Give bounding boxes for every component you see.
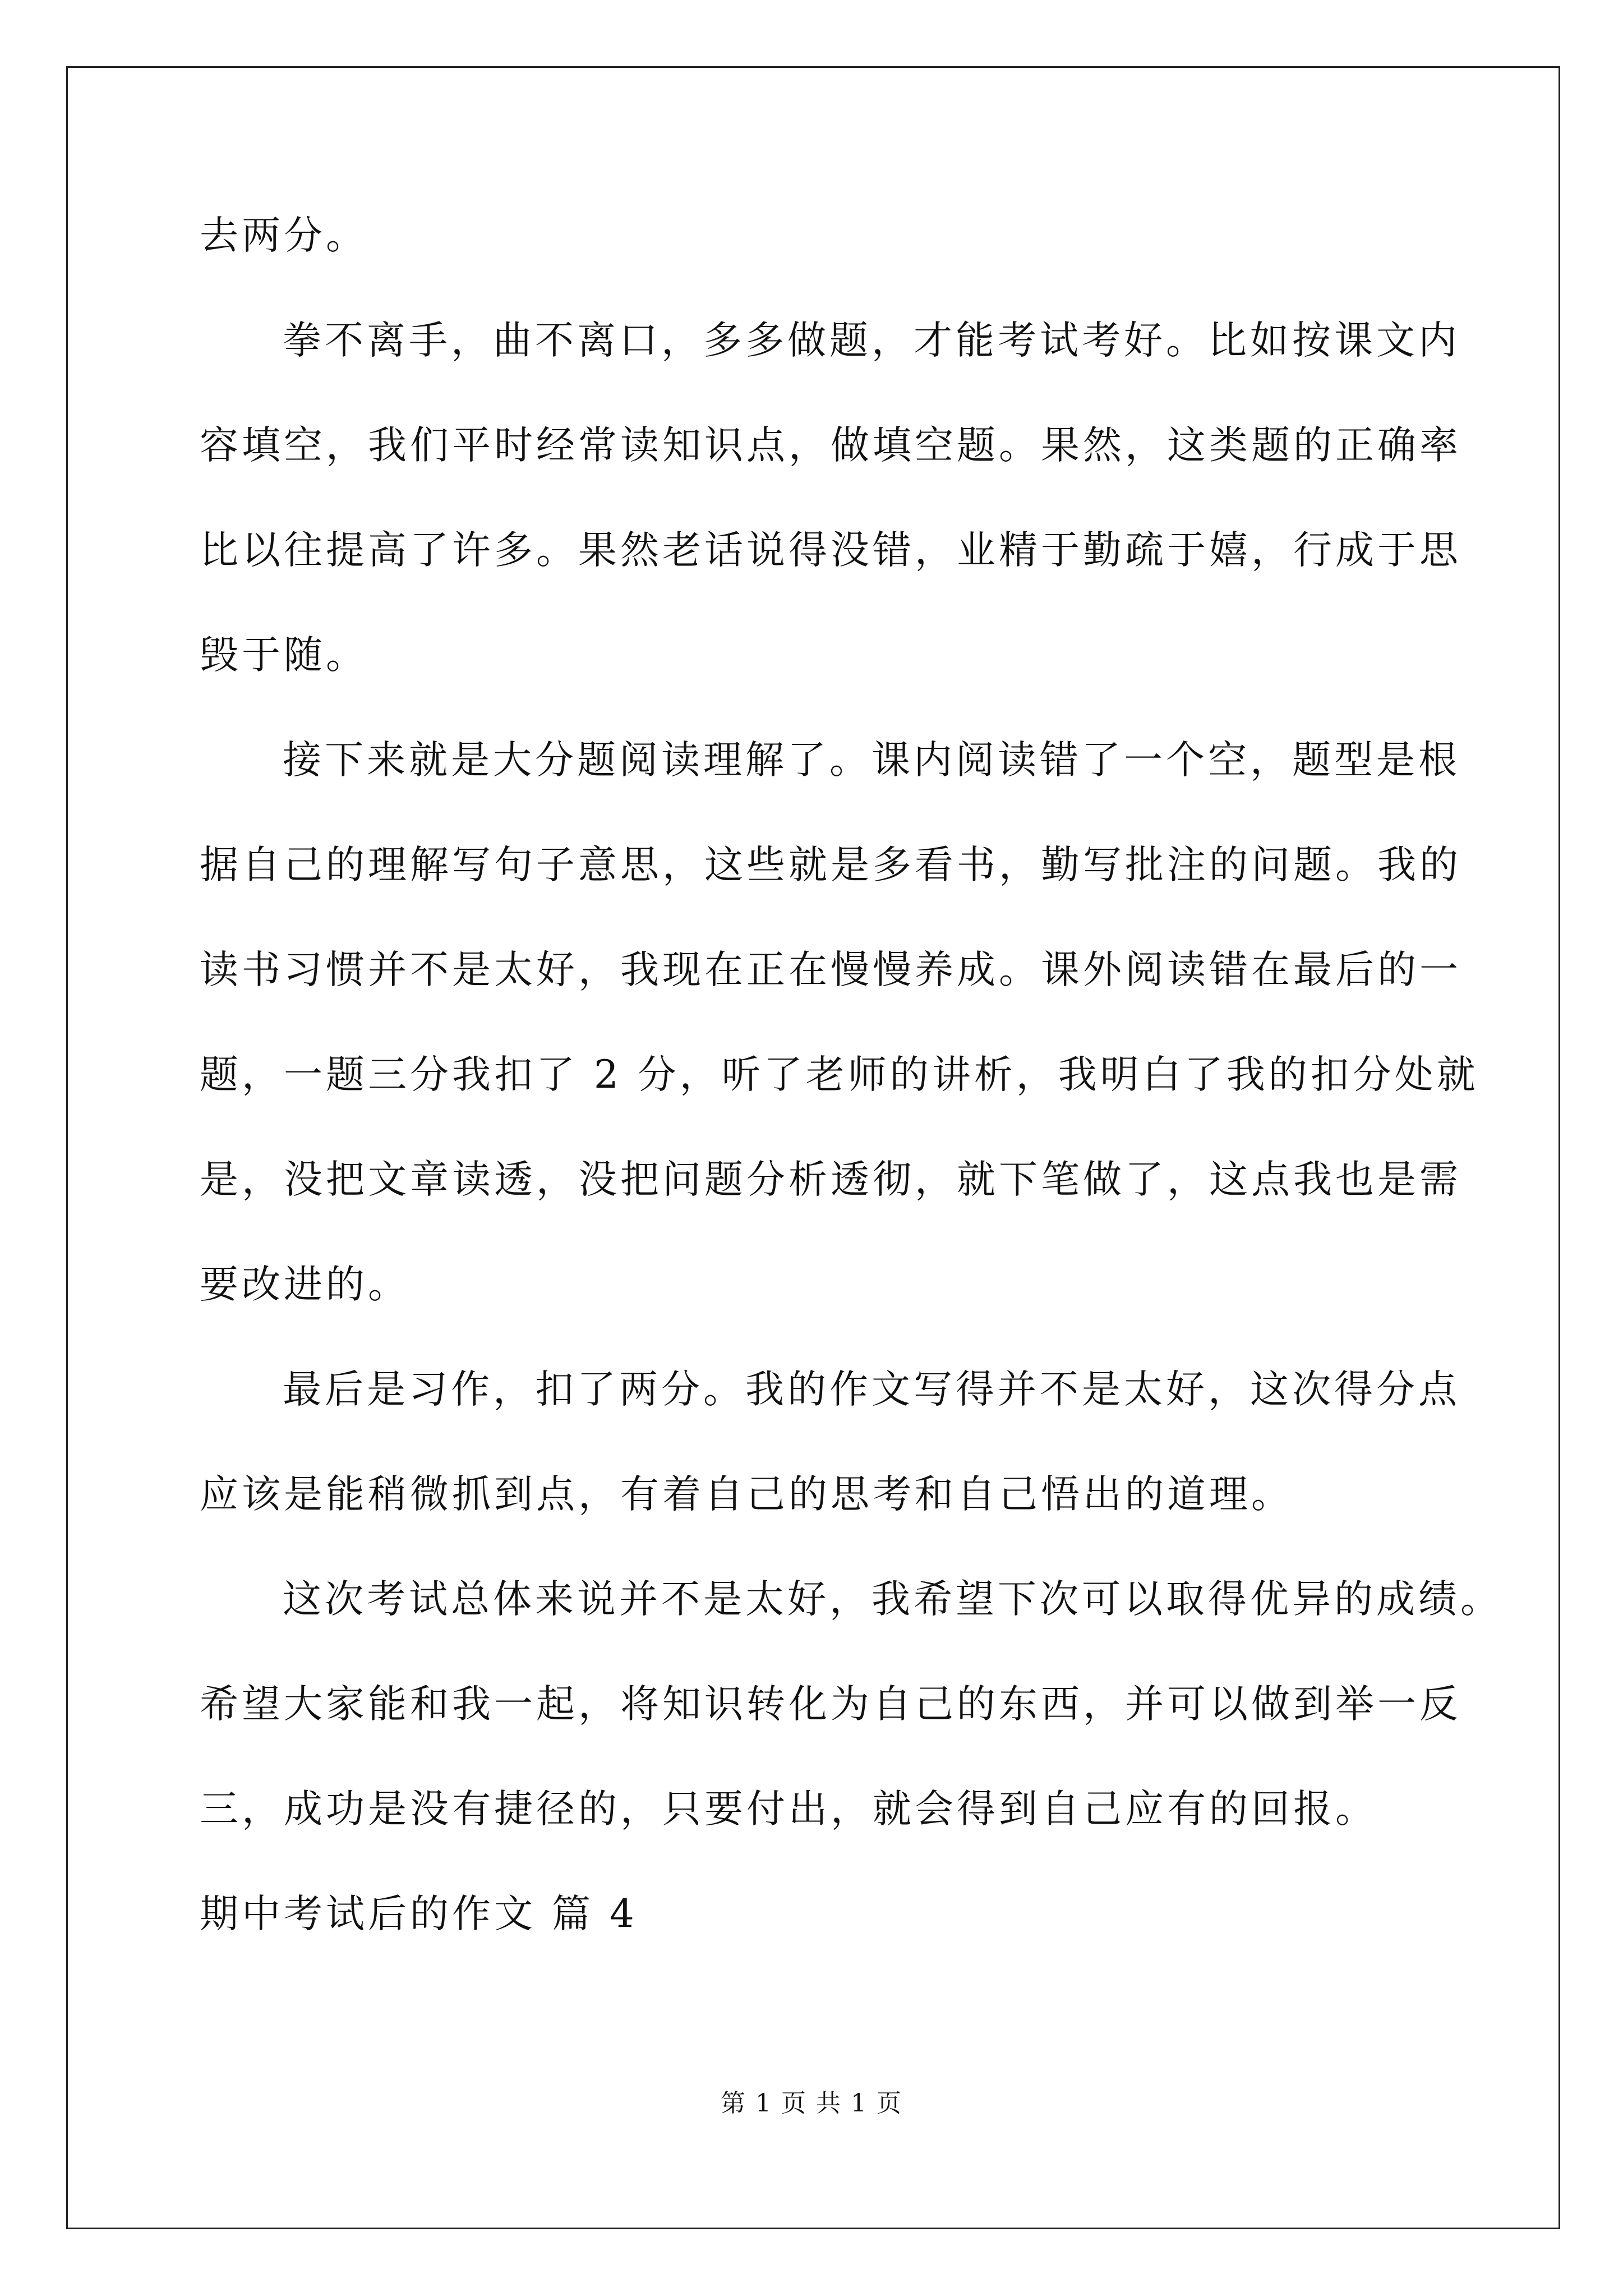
text-line: 应该是能稍微抓到点，有着自己的思考和自己悟出的道理。: [200, 1472, 1293, 1517]
text-line: 据自己的理解写句子意思，这些就是多看书，勤写批注的问题。我的: [200, 843, 1461, 887]
text-line: 三，成功是没有捷径的，只要付出，就会得到自己应有的回报。: [200, 1787, 1377, 1832]
text-line: 题，一题三分我扣了 2 分，听了老师的讲析，我明白了我的扣分处就: [200, 1052, 1479, 1097]
text-line: 容填空，我们平时经常读知识点，做填空题。果然，这类题的正确率: [200, 423, 1461, 468]
text-line: 去两分。: [200, 213, 368, 258]
paragraph-start-line: 接下来就是大分题阅读理解了。课内阅读错了一个空，题型是根: [283, 738, 1460, 783]
text-line: 要改进的。: [200, 1262, 410, 1307]
paragraph-start-line: 这次考试总体来说并不是太好，我希望下次可以取得优异的成绩。: [283, 1577, 1502, 1622]
text-line: 读书习惯并不是太好，我现在正在慢慢养成。课外阅读错在最后的一: [200, 947, 1461, 992]
paragraph-start-line: 拳不离手，曲不离口，多多做题，才能考试考好。比如按课文内: [283, 318, 1460, 363]
page-number-footer: 第 1 页 共 1 页: [721, 2089, 902, 2118]
text-line: 毁于随。: [200, 633, 368, 678]
section-heading: 期中考试后的作文 篇 4: [200, 1892, 638, 1936]
text-line: 希望大家能和我一起，将知识转化为自己的东西，并可以做到举一反: [200, 1682, 1461, 1727]
paragraph-start-line: 最后是习作，扣了两分。我的作文写得并不是太好，这次得分点: [283, 1367, 1460, 1412]
text-line: 比以往提高了许多。果然老话说得没错，业精于勤疏于嬉，行成于思: [200, 528, 1461, 573]
text-line: 是，没把文章读透，没把问题分析透彻，就下笔做了，这点我也是需: [200, 1157, 1461, 1202]
